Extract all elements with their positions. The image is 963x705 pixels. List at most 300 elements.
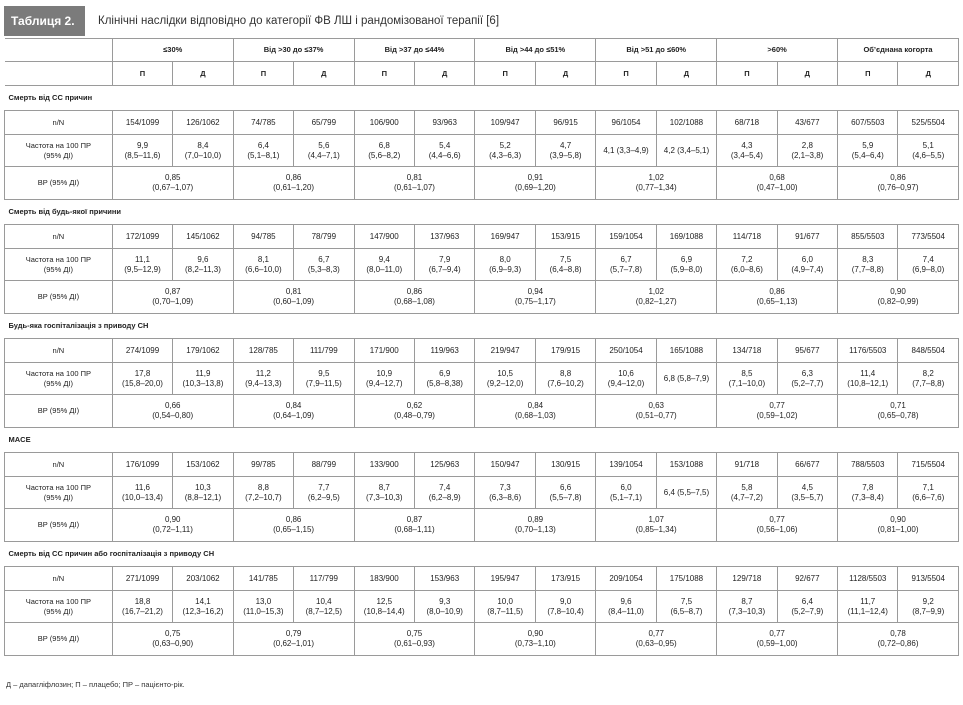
rate-cell	[354, 477, 414, 509]
row-label: n/N	[5, 567, 113, 591]
hr-row	[5, 623, 959, 656]
hr-value: 0,78	[890, 629, 906, 638]
hr-cell	[838, 509, 959, 542]
rate-ci: (12,3–16,2)	[182, 606, 224, 616]
rate-value: 8,7	[741, 596, 753, 606]
rate-cell	[717, 249, 777, 281]
rate-row	[5, 591, 959, 623]
rate-cell	[717, 591, 777, 623]
hr-value: 0,75	[406, 629, 423, 638]
hr-ci: (0,82–0,99)	[877, 297, 919, 306]
section-title: Смерть від СС причин	[8, 93, 93, 102]
hr-value: 1,02	[648, 287, 665, 296]
rate-cell	[475, 249, 535, 281]
nn-row	[5, 567, 959, 591]
hr-ci: (0,68–1,11)	[394, 525, 435, 534]
rate-ci: (4,9–7,4)	[791, 264, 824, 274]
nn-cell: 74/785	[233, 111, 293, 135]
rate-value: 6,6	[560, 482, 572, 492]
hr-cell	[354, 623, 475, 656]
nn-cell: 125/963	[414, 453, 474, 477]
hr-ci: (0,68–1,08)	[394, 297, 435, 306]
rate-value: 9,9	[136, 140, 149, 150]
nn-cell: 153/963	[414, 567, 474, 591]
nn-cell: 119/963	[414, 339, 474, 363]
rate-ci: (7,2–10,7)	[245, 492, 282, 502]
corner-cell	[5, 39, 113, 62]
nn-cell: 219/947	[475, 339, 535, 363]
arm-placebo-header: П	[112, 62, 172, 86]
hr-value: 0,71	[890, 401, 906, 410]
rate-value: 5,9	[862, 140, 874, 150]
hr-cell	[596, 395, 717, 428]
hr-value: 0,77	[648, 629, 665, 638]
row-label: ВР (95% ДІ)	[5, 395, 113, 428]
header-row-groups	[5, 39, 959, 62]
rate-ci: (9,4–13,3)	[245, 378, 282, 388]
rate-label-ci: (95% ДІ)	[43, 492, 74, 502]
rate-label: Частота на 100 ПР	[25, 254, 92, 264]
hr-cell	[838, 623, 959, 656]
rate-cell	[777, 249, 837, 281]
rate-cell	[898, 477, 959, 509]
rate-value: 13,0	[255, 596, 272, 606]
hr-cell	[112, 509, 233, 542]
hr-cell	[838, 167, 959, 200]
hr-row	[5, 395, 959, 428]
rate-value: 11,4	[860, 368, 876, 378]
hr-value: 0,77	[769, 629, 785, 638]
rate-cell	[535, 135, 595, 167]
rate-value: 6,7	[620, 254, 632, 264]
rate-ci: (6,2–8,9)	[428, 492, 461, 502]
rate-row	[5, 363, 959, 395]
rate-ci: (11,0–15,3)	[243, 606, 284, 616]
nn-cell: 607/5503	[838, 111, 898, 135]
rate-value: 4,3	[741, 140, 753, 150]
rate-cell	[656, 363, 716, 395]
hr-cell	[717, 509, 838, 542]
rate-label-ci: (95% ДІ)	[43, 606, 74, 616]
hr-value: 0,90	[527, 629, 544, 638]
hr-ci: (0,75–1,17)	[514, 297, 556, 306]
rate-ci: (5,6–8,2)	[368, 150, 401, 160]
nn-cell: 913/5504	[898, 567, 959, 591]
rate-ci: (8,0–10,9)	[426, 606, 463, 616]
rate-cell	[596, 135, 656, 167]
rate-value: 2,8	[801, 140, 813, 150]
footnote: Д – дапагліфлозин; П – плацебо; ПР – пацієнто-рік.	[6, 680, 185, 689]
rate-ci: (4,4–7,1)	[307, 150, 340, 160]
hr-cell	[717, 395, 838, 428]
rate-ci: (6,9–8,0)	[912, 264, 945, 274]
hr-ci: (0,63–0,95)	[635, 639, 677, 648]
hr-value: 0,90	[890, 515, 906, 524]
rate-cell	[898, 249, 959, 281]
group-header: Від >30 до ≤37%	[233, 39, 354, 62]
hr-cell	[717, 623, 838, 656]
section-title-row	[5, 86, 959, 111]
rate-ci: (5,7–7,8)	[610, 264, 643, 274]
rate-ci: (5,3–8,3)	[307, 264, 340, 274]
rate-cell	[656, 249, 716, 281]
nn-cell: 195/947	[475, 567, 535, 591]
rate-cell	[475, 591, 535, 623]
hr-row	[5, 509, 959, 542]
group-header: Від >44 до ≤51%	[475, 39, 596, 62]
rate-value: 10,5	[497, 368, 513, 378]
rate-cell	[777, 363, 837, 395]
rate-ci: (8,4–11,0)	[608, 606, 644, 616]
rate-label: Частота на 100 ПР	[25, 482, 92, 492]
rate-cell	[717, 363, 777, 395]
section-title-row	[5, 428, 959, 453]
row-label: n/N	[5, 339, 113, 363]
rate-ci: (5,4–6,4)	[851, 150, 884, 160]
hr-ci: (0,59–1,00)	[756, 639, 798, 648]
rate-value: 9,2	[922, 596, 934, 606]
row-label	[5, 135, 113, 167]
nn-row	[5, 339, 959, 363]
rate-cell	[294, 591, 354, 623]
rate-ci: (5,1–7,1)	[610, 492, 643, 502]
rate-ci: (10,8–14,4)	[363, 606, 405, 616]
rate-value: 10,3	[195, 482, 211, 492]
group-header: ≤30%	[112, 39, 233, 62]
nn-cell: 183/900	[354, 567, 414, 591]
nn-cell: 109/947	[475, 111, 535, 135]
hr-ci: (0,65–0,78)	[877, 411, 919, 420]
nn-cell: 525/5504	[898, 111, 959, 135]
group-header: Об’єднана когорта	[838, 39, 959, 62]
rate-cell	[354, 249, 414, 281]
section-title: Будь-яка госпіталізація з приводу СН	[8, 321, 149, 330]
rate-cell	[777, 477, 837, 509]
rate-value: 14,1	[195, 596, 211, 606]
nn-cell: 173/915	[535, 567, 595, 591]
rate-value: 11,6	[135, 482, 150, 492]
nn-cell: 92/677	[777, 567, 837, 591]
rate-value: 11,2	[255, 368, 271, 378]
rate-value: 7,2	[741, 254, 753, 264]
hr-cell	[233, 281, 354, 314]
hr-value: 0,94	[527, 287, 544, 296]
rate-cell	[475, 363, 535, 395]
nn-cell: 78/799	[294, 225, 354, 249]
nn-cell: 274/1099	[112, 339, 172, 363]
rate-cell	[173, 249, 233, 281]
hr-value: 0,86	[890, 173, 906, 182]
rate-value: 9,6	[197, 254, 209, 264]
hr-ci: (0,82–1,27)	[635, 297, 677, 306]
nn-cell: 128/785	[233, 339, 293, 363]
rate-cell	[596, 363, 656, 395]
rate-ci: (9,2–12,0)	[486, 378, 524, 388]
rate-value: 17,8	[134, 368, 151, 378]
rate-ci: (6,2–9,5)	[307, 492, 340, 502]
rate-value: 7,3	[499, 482, 511, 492]
rate-cell	[535, 249, 595, 281]
rate-ci: (6,5–8,7)	[670, 606, 703, 616]
arm-placebo-header: П	[475, 62, 535, 86]
nn-cell: 179/915	[535, 339, 595, 363]
nn-cell: 169/1088	[656, 225, 716, 249]
rate-cell	[112, 363, 172, 395]
rate-value: 6,8	[378, 140, 390, 150]
rate-cell	[656, 477, 716, 509]
hr-value: 0,79	[285, 629, 302, 638]
rate-ci: (5,8–8,38)	[426, 378, 463, 388]
rate-value: 8,2	[922, 368, 934, 378]
rate-value: 6,0	[620, 482, 632, 492]
row-label	[5, 249, 113, 281]
rate-cell	[838, 135, 898, 167]
rate-ci: (5,1–8,1)	[247, 150, 280, 160]
rate-ci: (6,3–8,6)	[489, 492, 522, 502]
section-title: Смерть від СС причин або госпіталізація з приводу СН	[8, 549, 215, 558]
hr-cell	[354, 395, 475, 428]
arm-placebo-header: П	[596, 62, 656, 86]
nn-cell: 176/1099	[112, 453, 172, 477]
hr-ci: (0,62–1,01)	[273, 639, 315, 648]
hr-value: 0,84	[285, 401, 302, 410]
row-label: n/N	[5, 225, 113, 249]
nn-cell: 203/1062	[173, 567, 233, 591]
rate-ci: (3,4–5,4)	[730, 150, 763, 160]
nn-cell: 96/915	[535, 111, 595, 135]
hr-cell	[233, 395, 354, 428]
rate-value: 9,5	[318, 368, 330, 378]
rate-ci: (10,3–13,8)	[182, 378, 224, 388]
hr-cell	[354, 509, 475, 542]
rate-cell	[294, 363, 354, 395]
hr-ci: (0,59–1,02)	[756, 411, 798, 420]
hr-value: 0,77	[769, 401, 785, 410]
rate-value: 6,4 (5,5–7,5)	[663, 487, 710, 497]
nn-cell: 95/677	[777, 339, 837, 363]
hr-cell	[354, 167, 475, 200]
rate-cell	[414, 135, 474, 167]
rate-value: 9,0	[560, 596, 572, 606]
rate-cell	[838, 363, 898, 395]
rate-value: 7,9	[439, 254, 451, 264]
rate-cell	[898, 135, 959, 167]
nn-cell: 114/718	[717, 225, 777, 249]
nn-cell: 65/799	[294, 111, 354, 135]
hr-value: 0,85	[164, 173, 181, 182]
hr-cell	[112, 395, 233, 428]
hr-value: 0,91	[527, 173, 544, 182]
rate-label-ci: (95% ДІ)	[43, 264, 74, 274]
nn-cell: 68/718	[717, 111, 777, 135]
hr-row	[5, 281, 959, 314]
rate-cell	[294, 135, 354, 167]
rate-ci: (8,2–11,3)	[185, 264, 221, 274]
rate-value: 11,1	[135, 254, 150, 264]
nn-cell: 94/785	[233, 225, 293, 249]
hr-value: 0,75	[164, 629, 181, 638]
rate-value: 8,7	[378, 482, 390, 492]
hr-cell	[233, 623, 354, 656]
hr-ci: (0,77–1,34)	[635, 183, 677, 192]
rate-label: Частота на 100 ПР	[25, 596, 92, 606]
nn-row	[5, 111, 959, 135]
hr-value: 0,86	[769, 287, 785, 296]
rate-value: 8,0	[499, 254, 511, 264]
hr-cell	[112, 167, 233, 200]
rate-cell	[233, 135, 293, 167]
hr-value: 0,90	[890, 287, 906, 296]
rate-cell	[354, 135, 414, 167]
hr-ci: (0,69–1,20)	[514, 183, 556, 192]
rate-cell	[838, 591, 898, 623]
rate-ci: (6,7–9,4)	[428, 264, 461, 274]
table-title: Клінічні наслідки відповідно до категорії ФВ ЛШ і рандомізованої терапії [6]	[98, 15, 500, 27]
hr-cell	[596, 509, 717, 542]
rate-cell	[656, 135, 716, 167]
hr-value: 0,68	[769, 173, 785, 182]
hr-value: 0,86	[406, 287, 423, 296]
rate-ci: (7,0–10,0)	[184, 150, 222, 160]
rate-cell	[414, 249, 474, 281]
rate-cell	[112, 135, 172, 167]
section-title-row	[5, 200, 959, 225]
arm-placebo-header: П	[838, 62, 898, 86]
hr-ci: (0,61–1,07)	[394, 183, 435, 192]
rate-cell	[898, 363, 959, 395]
rate-value: 8,3	[862, 254, 874, 264]
hr-cell	[233, 509, 354, 542]
rate-value: 7,4	[922, 254, 934, 264]
nn-cell: 154/1099	[112, 111, 172, 135]
rate-cell	[838, 249, 898, 281]
rate-cell	[173, 591, 233, 623]
header-row-arms	[5, 62, 959, 86]
hr-ci: (0,65–1,15)	[273, 525, 315, 534]
rate-ci: (6,9–9,3)	[489, 264, 522, 274]
rate-cell	[535, 477, 595, 509]
rate-cell	[294, 249, 354, 281]
nn-cell: 715/5504	[898, 453, 959, 477]
rate-ci: (6,6–10,0)	[245, 264, 282, 274]
rate-ci: (7,9–11,5)	[305, 378, 342, 388]
rate-value: 5,1	[922, 140, 934, 150]
rate-ci: (9,5–12,9)	[124, 264, 161, 274]
hr-ci: (0,68–1,03)	[514, 411, 556, 420]
rate-value: 11,9	[195, 368, 211, 378]
nn-cell: 209/1054	[596, 567, 656, 591]
hr-value: 0,63	[648, 401, 665, 410]
hr-ci: (0,73–1,10)	[514, 639, 556, 648]
rate-value: 5,8	[741, 482, 753, 492]
rate-ci: (10,8–12,1)	[847, 378, 889, 388]
rate-value: 9,3	[439, 596, 451, 606]
hr-ci: (0,72–1,11)	[152, 525, 193, 534]
rate-value: 5,4	[439, 140, 451, 150]
nn-cell: 147/900	[354, 225, 414, 249]
section-title: MACE	[8, 435, 31, 444]
nn-cell: 88/799	[294, 453, 354, 477]
nn-cell: 93/963	[414, 111, 474, 135]
hr-cell	[354, 281, 475, 314]
hr-ci: (0,72–0,86)	[877, 639, 919, 648]
rate-ci: (8,7–11,5)	[487, 606, 524, 616]
hr-row	[5, 167, 959, 200]
rate-value: 6,7	[318, 254, 330, 264]
nn-cell: 96/1054	[596, 111, 656, 135]
nn-cell: 99/785	[233, 453, 293, 477]
nn-cell: 130/915	[535, 453, 595, 477]
nn-cell: 126/1062	[173, 111, 233, 135]
hr-ci: (0,56–1,06)	[756, 525, 798, 534]
hr-cell	[717, 167, 838, 200]
rate-value: 7,5	[680, 596, 693, 606]
rate-ci: (7,8–10,4)	[547, 606, 584, 616]
nn-cell: 150/947	[475, 453, 535, 477]
rate-cell	[294, 477, 354, 509]
nn-cell: 153/1062	[173, 453, 233, 477]
rate-ci: (9,4–12,0)	[607, 378, 645, 388]
row-label: ВР (95% ДІ)	[5, 167, 113, 200]
hr-value: 0,89	[527, 515, 544, 524]
rate-value: 8,8	[560, 368, 572, 378]
hr-ci: (0,76–0,97)	[877, 183, 919, 192]
rate-ci: (10,0–13,4)	[122, 492, 163, 502]
rate-cell	[414, 477, 474, 509]
rate-value: 4,5	[801, 482, 813, 492]
hr-ci: (0,70–1,09)	[152, 297, 194, 306]
rate-cell	[777, 135, 837, 167]
arm-placebo-header: П	[717, 62, 777, 86]
nn-cell: 179/1062	[173, 339, 233, 363]
nn-row	[5, 453, 959, 477]
rate-value: 4,1 (3,3–4,9)	[603, 145, 649, 155]
rate-ci: (7,3–10,3)	[366, 492, 403, 502]
rate-cell	[596, 591, 656, 623]
rate-value: 9,4	[378, 254, 390, 264]
rate-value: 6,9	[680, 254, 693, 264]
rate-cell	[475, 135, 535, 167]
row-label	[5, 477, 113, 509]
nn-cell: 137/963	[414, 225, 474, 249]
nn-cell: 66/677	[777, 453, 837, 477]
rate-value: 12,5	[376, 596, 393, 606]
nn-cell: 855/5503	[838, 225, 898, 249]
rate-ci: (7,6–10,2)	[547, 378, 584, 388]
table-number-badge: Таблиця 2.	[4, 6, 85, 36]
nn-cell: 159/1054	[596, 225, 656, 249]
rate-cell	[717, 135, 777, 167]
rate-ci: (7,3–10,3)	[728, 606, 766, 616]
hr-ci: (0,61–1,20)	[273, 183, 315, 192]
nn-cell: 133/900	[354, 453, 414, 477]
nn-cell: 169/947	[475, 225, 535, 249]
rate-cell	[112, 591, 172, 623]
rate-ci: (4,7–7,2)	[730, 492, 763, 502]
nn-cell: 139/1054	[596, 453, 656, 477]
nn-cell: 117/799	[294, 567, 354, 591]
rate-ci: (7,1–10,0)	[728, 378, 766, 388]
hr-value: 0,84	[527, 401, 544, 410]
nn-cell: 250/1054	[596, 339, 656, 363]
rate-ci: (7,3–8,4)	[851, 492, 884, 502]
nn-cell: 134/718	[717, 339, 777, 363]
hr-cell	[838, 281, 959, 314]
hr-ci: (0,64–1,09)	[273, 411, 315, 420]
rate-value: 4,2 (3,4–5,1)	[663, 145, 710, 155]
hr-ci: (0,61–0,93)	[394, 639, 435, 648]
hr-ci: (0,67–1,07)	[152, 183, 194, 192]
